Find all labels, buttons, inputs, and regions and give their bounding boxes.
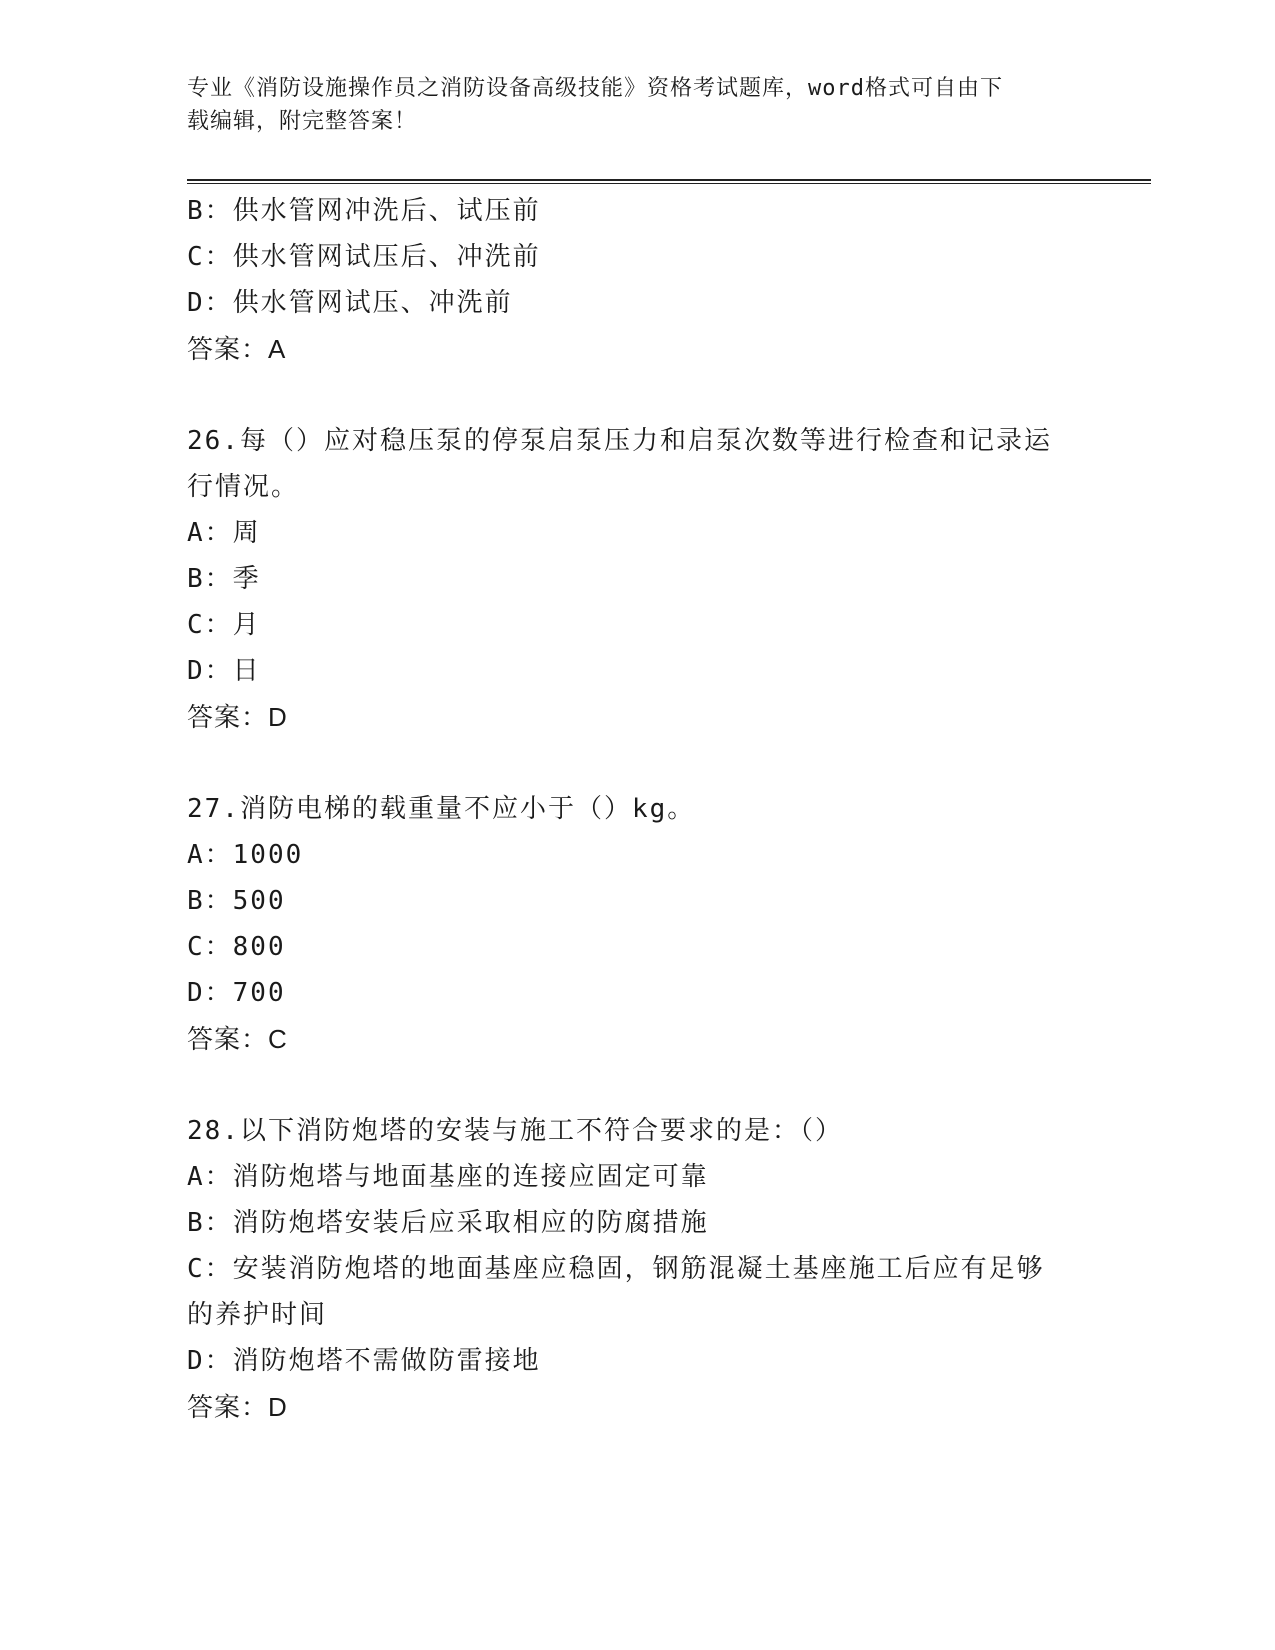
header-line-1: 专业《消防设施操作员之消防设备高级技能》资格考试题库，word格式可自由下 [187, 76, 1003, 101]
option-c: C：安装消防炮塔的地面基座应稳固，钢筋混凝土基座施工后应有足够 [187, 1254, 1045, 1284]
header-divider-thick [187, 179, 1151, 181]
option-c-cont: 的养护时间 [187, 1300, 328, 1330]
question-stem: 27.消防电梯的载重量不应小于（）kg。 [187, 794, 696, 824]
option-a: A：消防炮塔与地面基座的连接应固定可靠 [187, 1162, 709, 1192]
option-d: D：供水管网试压、冲洗前 [187, 288, 513, 318]
option-c: C：供水管网试压后、冲洗前 [187, 242, 541, 272]
answer-line: 答案：D [187, 702, 288, 732]
spacer [187, 372, 1087, 418]
option-c: C：800 [187, 932, 286, 962]
option-c: C：月 [187, 610, 261, 640]
answer-line: 答案：C [187, 1024, 288, 1054]
question-stem: 26.每（）应对稳压泵的停泵启泵压力和启泵次数等进行检查和记录运 [187, 426, 1052, 456]
question-26 [187, 418, 1087, 740]
option-d: D：日 [187, 656, 261, 686]
option-a: A：周 [187, 518, 261, 548]
option-d: D：700 [187, 978, 286, 1008]
question-stem-cont: 行情况。 [187, 472, 300, 502]
question-28 [187, 1108, 1087, 1430]
spacer [187, 740, 1087, 786]
option-b: B：供水管网冲洗后、试压前 [187, 196, 541, 226]
question-25-tail [187, 188, 1087, 372]
answer-line: 答案：D [187, 1392, 288, 1422]
answer-line: 答案：A [187, 334, 287, 364]
document-body [187, 188, 1087, 1430]
document-header [187, 72, 1067, 138]
spacer [187, 1062, 1087, 1108]
option-b: B：消防炮塔安装后应采取相应的防腐措施 [187, 1208, 709, 1238]
question-stem: 28.以下消防炮塔的安装与施工不符合要求的是：（） [187, 1116, 843, 1146]
option-b: B：500 [187, 886, 286, 916]
header-divider-thin [187, 183, 1151, 184]
option-b: B：季 [187, 564, 261, 594]
question-27 [187, 786, 1087, 1062]
option-d: D：消防炮塔不需做防雷接地 [187, 1346, 541, 1376]
header-line-2: 载编辑，附完整答案！ [187, 109, 418, 134]
option-a: A：1000 [187, 840, 304, 870]
